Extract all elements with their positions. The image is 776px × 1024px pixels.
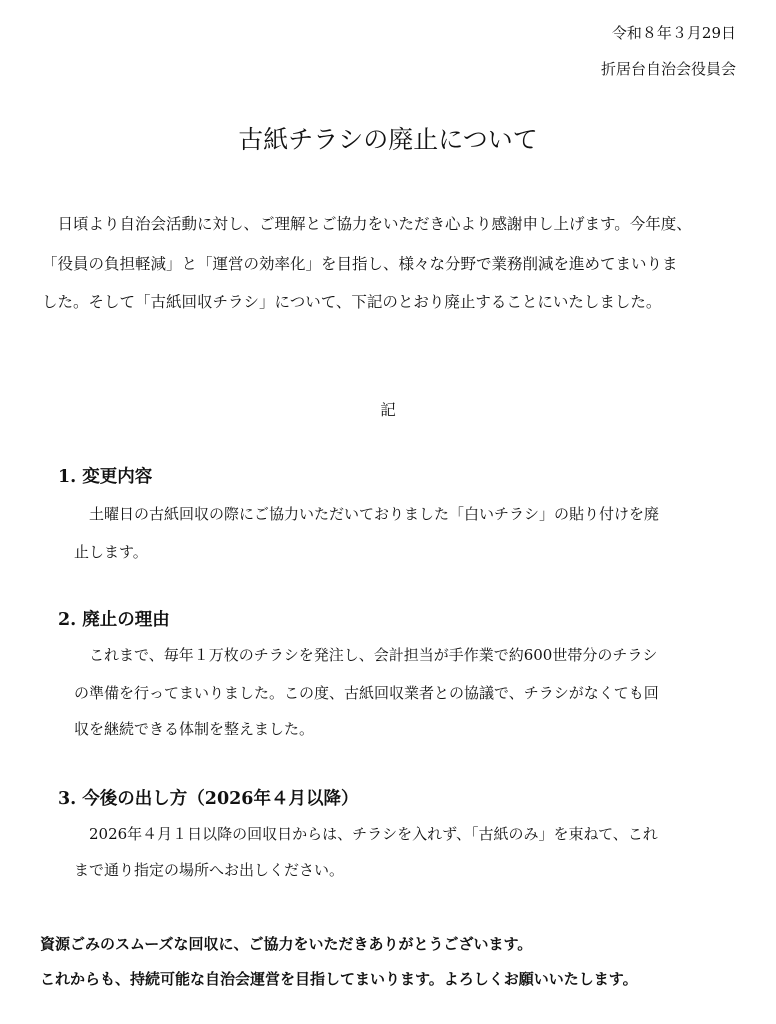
section-body-line: これまで、毎年１万枚のチラシを発注し、会計担当が手作業で約600世帯分のチラシ [74,646,658,664]
section-title: 廃止の理由 [82,610,170,630]
ki-heading: 記 [380,401,396,419]
section-body-line: まで通り指定の場所へお出しください。 [74,861,345,879]
document-issuer: 折居台自治会役員会 [600,60,736,78]
document-title: 古紙チラシの廃止について [238,125,538,154]
section-body-line: 止します。 [74,543,148,561]
section-number: 3. [58,789,77,809]
section-title: 今後の出し方（2026年４月以降） [82,789,359,809]
section-heading [58,463,152,488]
section-number: 1. [58,467,77,487]
intro-line: した。そして「古紙回収チラシ」について、下記のとおり廃止することにいたしました。 [42,293,662,311]
document-date: 令和８年３月29日 [611,24,736,42]
closing-line: 資源ごみのスムーズな回収に、ご協力をいただきありがとうございます。 [40,935,533,953]
closing-line: これからも、持続可能な自治会運営を目指してまいります。よろしくお願いいたします。 [40,970,638,988]
intro-line: 日頃より自治会活動に対し、ご理解とご協力をいただき心より感謝申し上げます。今年度、 [42,215,692,233]
section-body-line: 土曜日の古紙回収の際にご協力いただいておりました「白いチラシ」の貼り付けを廃 [74,505,660,523]
intro-line: 「役員の負担軽減」と「運営の効率化」を目指し、様々な分野で業務削減を進めてまいりま [42,255,678,273]
section-body-line: の準備を行ってまいりました。この度、古紙回収業者との協議で、チラシがなくても回 [74,684,659,702]
section-heading [58,606,170,631]
section-body-line: 収を継続できる体制を整えました。 [74,720,315,738]
section-body-line: 2026年４月１日以降の回収日からは、チラシを入れず、「古紙のみ」を束ねて、これ [74,825,658,843]
section-number: 2. [58,610,77,630]
section-title: 変更内容 [82,467,153,487]
section-heading [58,785,359,810]
